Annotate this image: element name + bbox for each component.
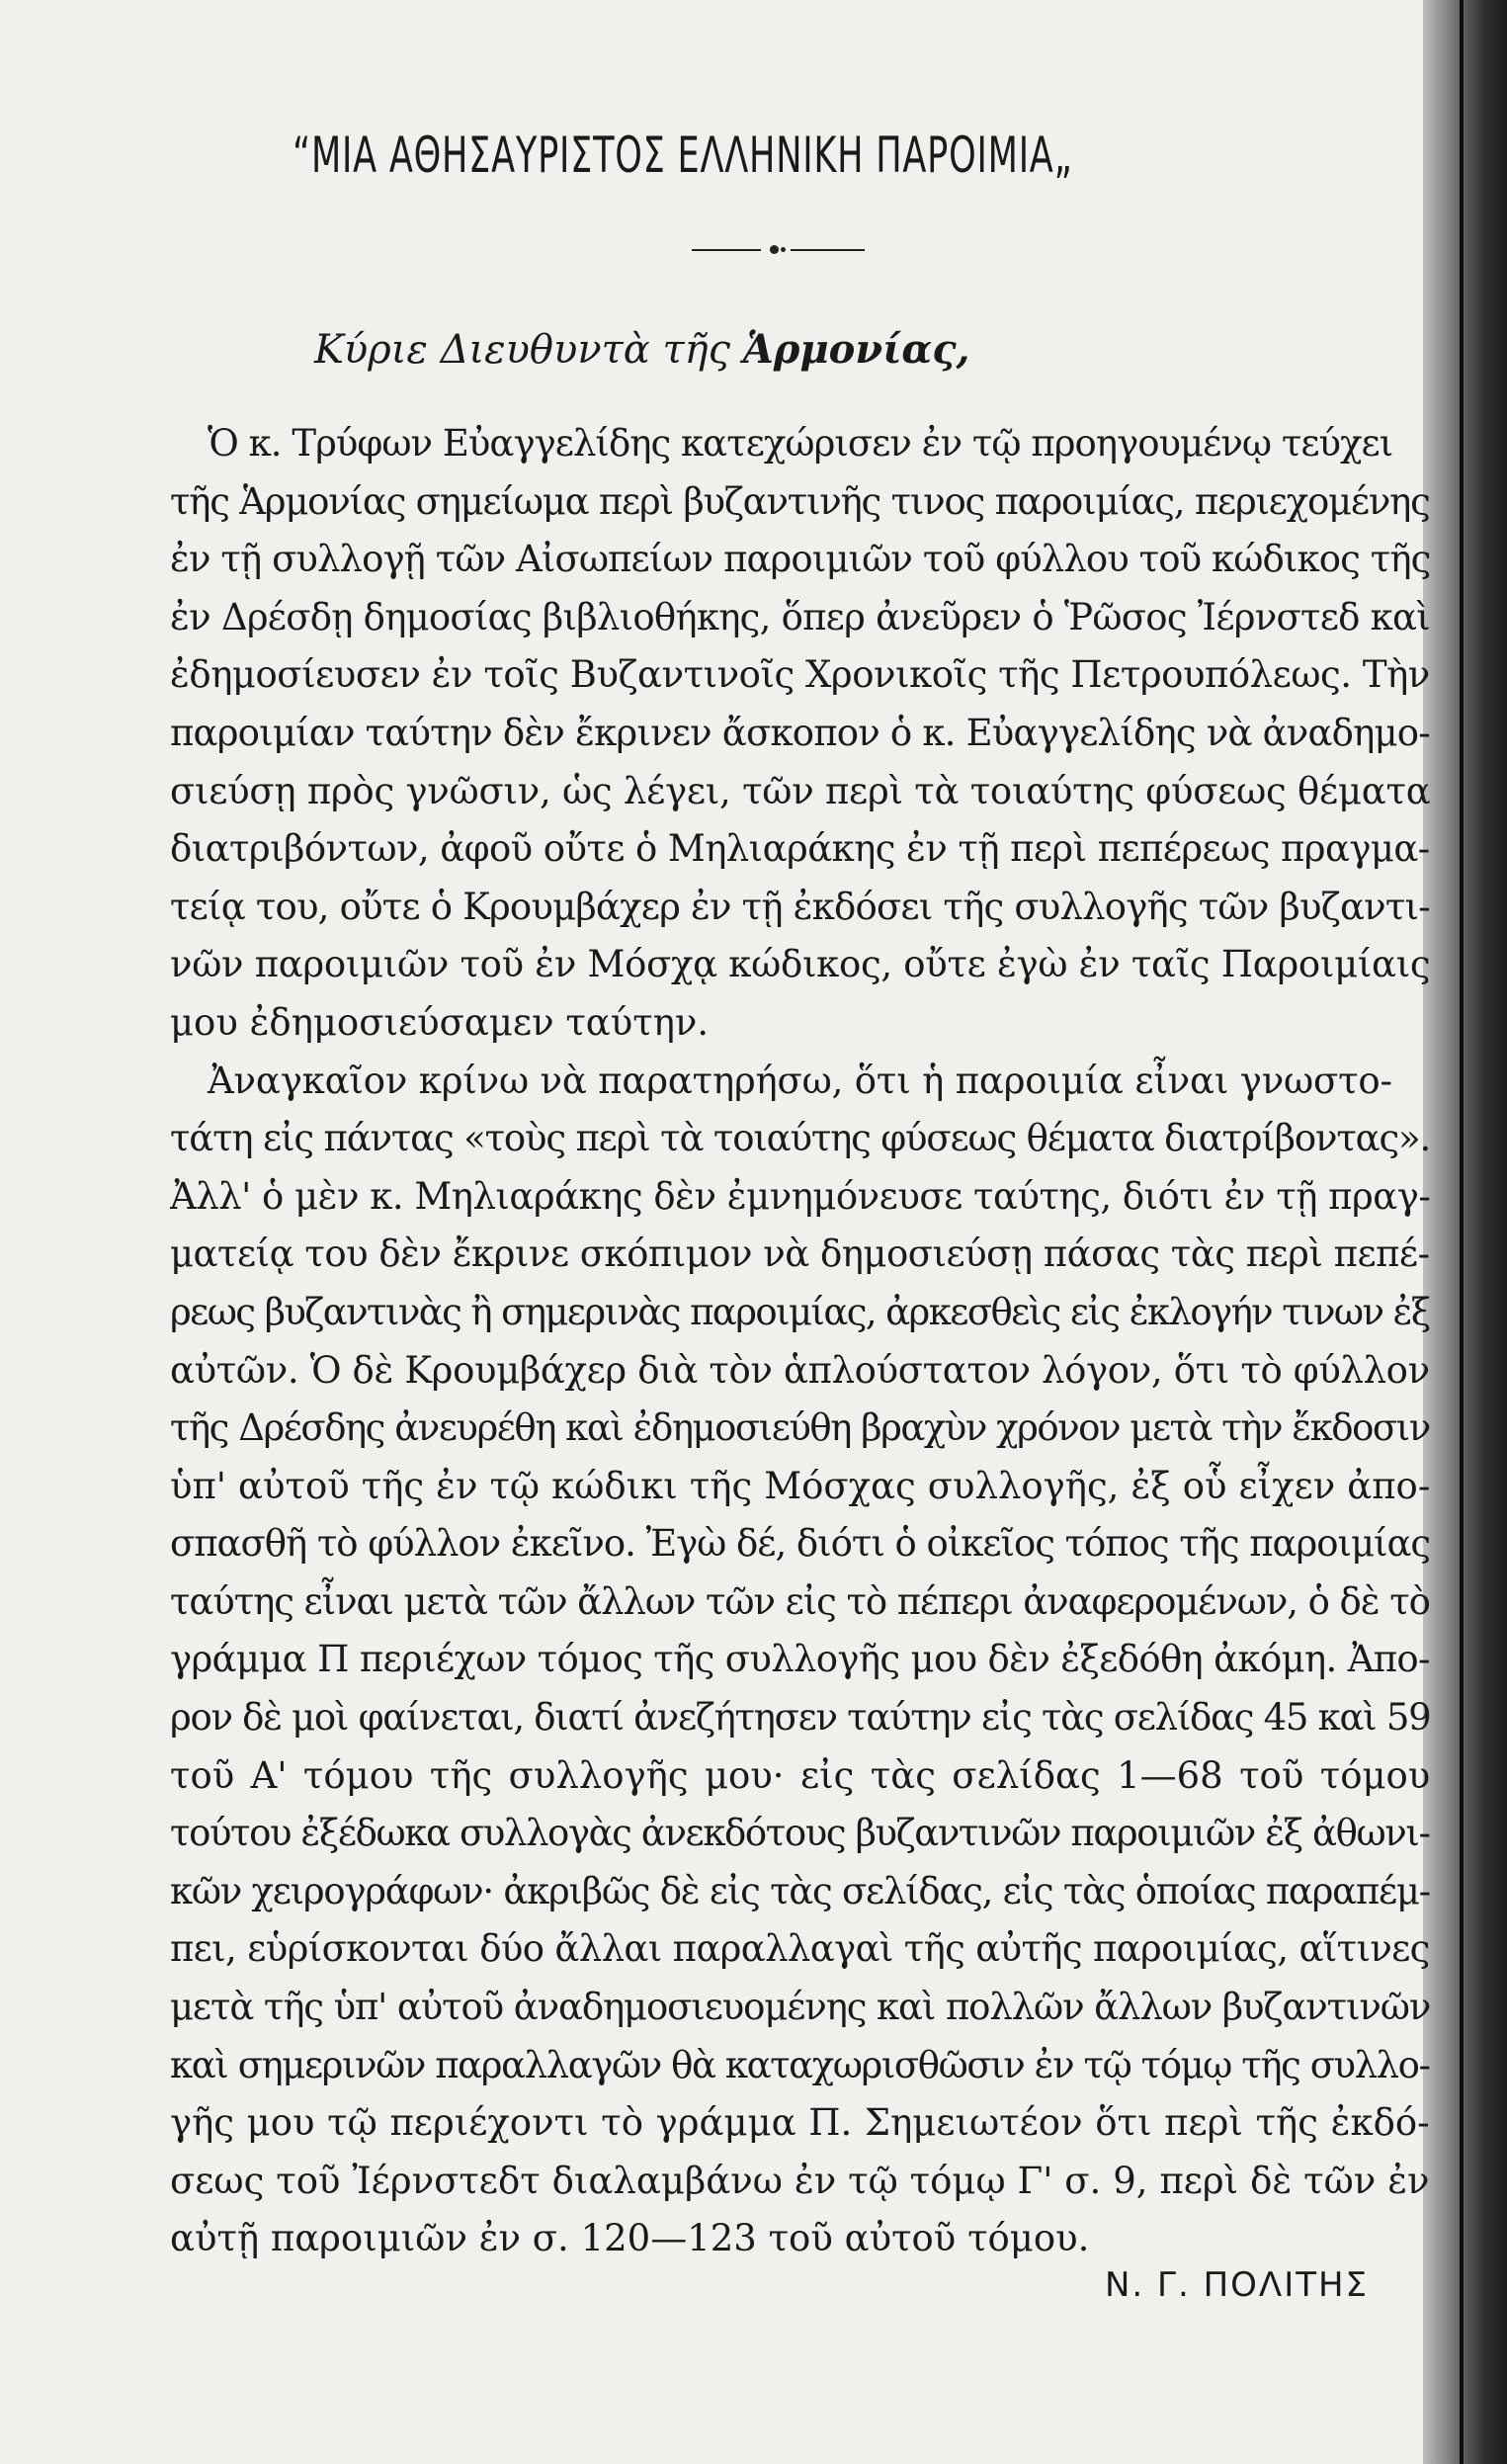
text-line: καὶ σημερινῶν παραλλαγῶν θὰ καταχωρισθῶσιν ἐν τῷ τόμῳ τῆς συλλο- xyxy=(170,2043,1430,2086)
text-line: κῶν χειρογράφων· ἀκριβῶς δὲ εἰς τὰς σελίδας, εἰς τὰς ὁποίας παραπέμ- xyxy=(170,1869,1430,1912)
text-line: σπασθῆ τὸ φύλλον ἐκεῖνο. Ἐγὼ δέ, διότι ὁ οἰκεῖος τόπος τῆς παροιμίας xyxy=(170,1522,1430,1566)
text-line: ὑπ' αὐτοῦ τῆς ἐν τῷ κώδικι τῆς Μόσχας συλλογῆς, ἐξ οὗ εἶχεν ἀπο- xyxy=(170,1464,1430,1507)
text-line: τείᾳ του, οὔτε ὁ Κρουμβάχερ ἐν τῇ ἐκδόσει τῆς συλλογῆς τῶν βυζαντι- xyxy=(170,885,1430,928)
text-line: τῆς Ἁρμονίας σημείωμα περὶ βυζαντινῆς τινος παροιμίας, περιεχομένης xyxy=(170,479,1430,523)
text-line: γῆς μου τῷ περιέχοντι τὸ γράμμα Π. Σημειωτέον ὅτι περὶ τῆς ἐκδό- xyxy=(170,2101,1430,2145)
text-line: ρον δὲ μοὶ φαίνεται, διατί ἀνεζήτησεν ταύτην εἰς τὰς σελίδας 45 καὶ 59 xyxy=(170,1696,1430,1740)
text-line: ἐν Δρέσδῃ δημοσίας βιβλιοθήκης, ὅπερ ἀνεῦρεν ὁ Ῥῶσος Ἰέρνστεδ καὶ xyxy=(170,595,1430,638)
text-line: σεως τοῦ Ἰέρνστεδτ διαλαμβάνω ἐν τῷ τόμῳ Γ' σ. 9, περὶ δὲ τῶν ἐν xyxy=(170,2159,1430,2202)
text-line: Ἀναγκαῖον κρίνω νὰ παρατηρήσω, ὅτι ἡ παροιμία εἶναι γνωστο- xyxy=(208,1059,1392,1102)
book-binding-edge xyxy=(1460,0,1464,2464)
text-line: ἐν τῇ συλλογῇ τῶν Αἰσωπείων παροιμιῶν τοῦ φύλλου τοῦ κώδικος τῆς xyxy=(170,538,1430,581)
article-title: “ΜΙΑ ΑΘΗΣΑΥΡΙΣΤΟΣ ΕΛΛΗΝΙΚΗ ΠΑΡΟΙΜΙΑ„ xyxy=(293,127,1073,184)
salutation xyxy=(314,326,969,373)
text-line: ταύτης εἶναι μετὰ τῶν ἄλλων τῶν εἰς τὸ πέπερι ἀναφερομένων, ὁ δὲ τὸ xyxy=(170,1579,1430,1623)
title-ornament-divider xyxy=(692,243,865,257)
text-line: μου ἐδημοσιεύσαμεν ταύτην. xyxy=(170,1000,710,1044)
text-line: τάτη εἰς πάντας «τοὺς περὶ τὰ τοιαύτης φύσεως θέματα διατρίβοντας». xyxy=(170,1117,1430,1160)
text-line: τούτου ἐξέδωκα συλλογὰς ἀνεκδότους βυζαντινῶν παροιμιῶν ἐξ ἀθωνι- xyxy=(170,1812,1430,1855)
text-line: πει, εὑρίσκονται δύο ἄλλαι παραλλαγαὶ τῆς αὐτῆς παροιμίας, αἵτινες xyxy=(170,1927,1430,1971)
text-line: αὐτῶν. Ὁ δὲ Κρουμβάχερ διὰ τὸν ἁπλούστατον λόγον, ὅτι τὸ φύλλον xyxy=(170,1348,1430,1392)
text-line: τῆς Δρέσδης ἀνευρέθη καὶ ἐδημοσιεύθη βραχὺν χρόνον μετὰ τὴν ἔκδοσιν xyxy=(170,1406,1430,1450)
letter-body xyxy=(170,415,1430,2268)
text-line: ρεως βυζαντινὰς ἢ σημερινὰς παροιμίας, ἀρκεσθεὶς εἰς ἐκλογήν τινων ἐξ xyxy=(170,1290,1430,1333)
book-binding-shadow xyxy=(1423,0,1507,2464)
text-line: νῶν παροιμιῶν τοῦ ἐν Μόσχᾳ κώδικος, οὔτε ἐγὼ ἐν ταῖς Παροιμίαις xyxy=(170,943,1430,986)
text-line: ματείᾳ του δὲν ἔκρινε σκόπιμον νὰ δημοσιεύσῃ πάσας τὰς περὶ πεπέ- xyxy=(170,1232,1430,1276)
text-line: Ἀλλ' ὁ μὲν κ. Μηλιαράκης δὲν ἐμνημόνευσε ταύτης, διότι ἐν τῇ πραγ- xyxy=(170,1174,1430,1218)
journal-name: Ἁρμονίας, xyxy=(742,326,970,373)
salutation-prefix: Κύριε Διευθυντὰ τῆς xyxy=(314,327,743,373)
text-line: τοῦ Α' τόμου τῆς συλλογῆς μου· εἰς τὰς σελίδας 1—68 τοῦ τόμου xyxy=(170,1753,1430,1797)
text-line: διατριβόντων, ἀφοῦ οὔτε ὁ Μηλιαράκης ἐν τῇ περὶ πεπέρεως πραγμα- xyxy=(170,827,1430,871)
text-line: Ὁ κ. Τρύφων Εὐαγγελίδης κατεχώρισεν ἐν τῷ προηγουμένῳ τεύχει xyxy=(208,422,1393,465)
text-line: αὐτῇ παροιμιῶν ἐν σ. 120—123 τοῦ αὐτοῦ τόμου. xyxy=(170,2217,1090,2260)
text-line: σιεύσῃ πρὸς γνῶσιν, ὡς λέγει, τῶν περὶ τὰ τοιαύτης φύσεως θέματα xyxy=(170,769,1430,812)
author-signature: Ν. Γ. ΠΟΛΙΤΗΣ xyxy=(1105,2265,1370,2305)
text-line: γράμμα Π περιέχων τόμος τῆς συλλογῆς μου δὲν ἐξεδόθη ἀκόμη. Ἀπο- xyxy=(170,1638,1430,1681)
text-line: παροιμίαν ταύτην δὲν ἔκρινεν ἄσκοπον ὁ κ. Εὐαγγελίδης νὰ ἀναδημο- xyxy=(170,711,1430,754)
text-line: μετὰ τῆς ὑπ' αὐτοῦ ἀναδημοσιευομένης καὶ πολλῶν ἄλλων βυζαντινῶν xyxy=(170,1986,1430,2029)
text-line: ἐδημοσίευσεν ἐν τοῖς Βυζαντινοῖς Χρονικοῖς τῆς Πετρουπόλεως. Τὴν xyxy=(170,653,1430,697)
